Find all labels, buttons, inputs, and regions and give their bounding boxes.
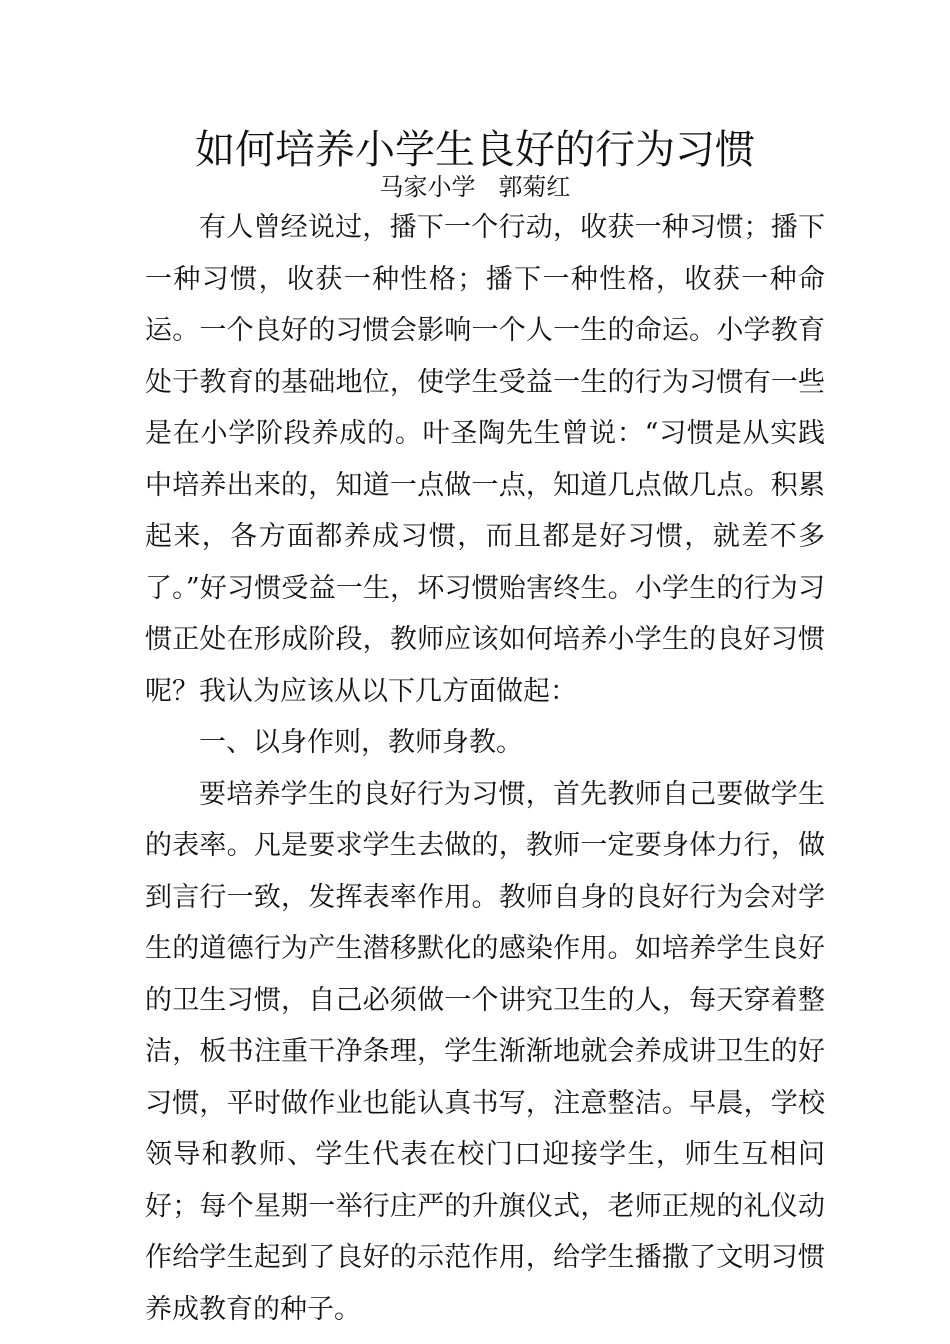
section-heading-1: 一、以身作则，教师身教。 xyxy=(199,727,523,758)
document-author: 马家小学 郭菊红 xyxy=(379,173,571,201)
paragraph-section-1: 要培养学生的良好行为习惯，首先教师自己要做学生的表率。凡是要求学生去做的，教师一定要身体力行，做到言行一致，发挥表率作用。教师自身的良好行为会对学生的道德行为产生潜移默化的感染作用。如培养学生良好的卫生习惯，自己必须做一个讲究卫生的人，每天穿着整洁，板书注重干净条理，学生渐渐地就会养成讲卫生的好习惯，平时做作业也能认真书写，注意整洁。早晨，学校领导和教师、学生代表在校门口迎接学生，师生互相问好；每个星期一举行庄严的升旗仪式，老师正规的礼仪动作给学生起到了良好的示范作用，给学生播撒了文明习惯养成教育的种子。 xyxy=(145,778,825,1325)
paragraph-intro: 有人曾经说过，播下一个行动，收获一种习惯；播下一种习惯，收获一种性格；播下一种性格，收获一种命运。一个良好的习惯会影响一个人一生的命运。小学教育处于教育的基础地位，使学生受益一生的行为习惯有一些是在小学阶段养成的。叶圣陶先生曾说：“习惯是从实践中培养出来的，知道一点做一点，知道几点做几点。积累起来，各方面都养成习惯，而且都是好习惯，就差不多了。”好习惯受益一生，坏习惯贻害终生。小学生的行为习惯正处在形成阶段，教师应该如何培养小学生的良好习惯呢？我认为应该从以下几方面做起： xyxy=(145,212,825,707)
document-body xyxy=(145,202,825,1335)
document-title: 如何培养小学生良好的行为习惯 xyxy=(195,127,755,173)
